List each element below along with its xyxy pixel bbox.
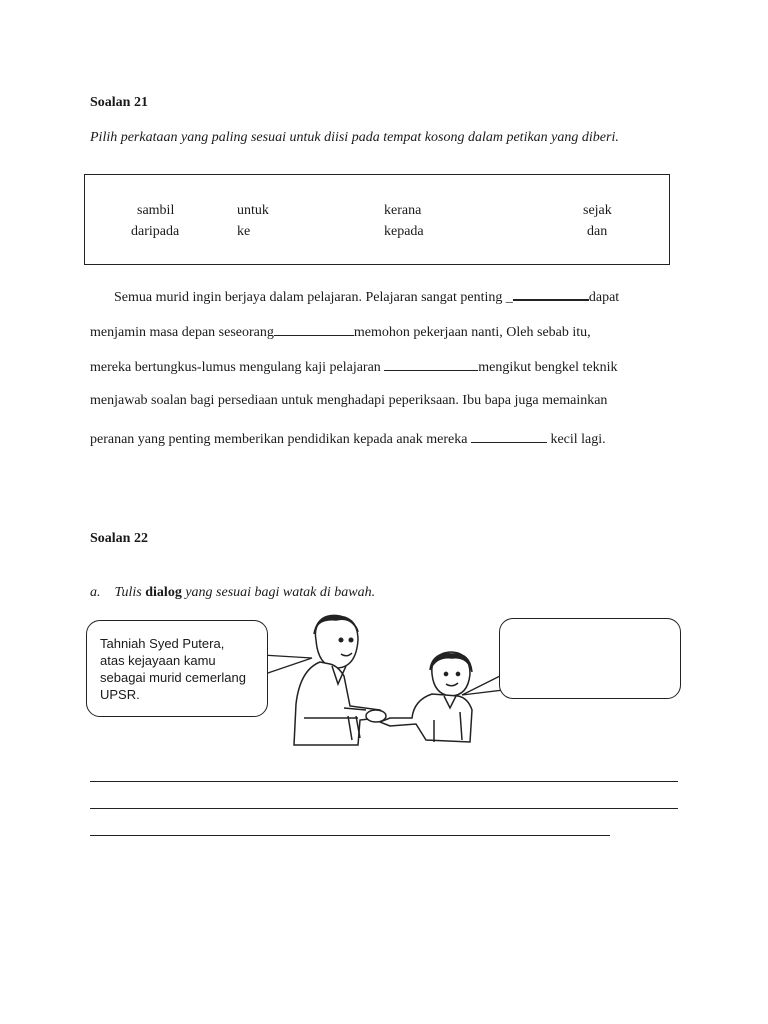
younger-boy-figure: [380, 652, 472, 742]
older-boy-figure: [294, 615, 380, 745]
passage-text: menjamin masa depan seseorang: [90, 325, 274, 340]
bubble-line: atas kejayaan kamu: [100, 653, 216, 668]
word-option: untuk: [237, 203, 269, 218]
question-22-instruction: [90, 585, 375, 601]
word-choice-box: [84, 174, 670, 265]
handshake: [366, 710, 386, 722]
instruction-text: Tulis: [114, 585, 146, 600]
blank-4[interactable]: [471, 429, 547, 443]
word-option: daripada: [131, 224, 180, 239]
question-21-title: Soalan 21: [90, 95, 148, 110]
passage-line-1: [114, 286, 714, 306]
bubble-line: sebagai murid cemerlang: [100, 670, 246, 685]
blank-1[interactable]: [513, 286, 589, 301]
question-22-title: Soalan 22: [90, 531, 148, 546]
instruction-text: yang sesuai bagi watak di bawah.: [181, 585, 376, 600]
speech-bubble-left: [86, 620, 268, 717]
bubble-left-text: [87, 621, 267, 703]
question-21-instruction: Pilih perkataan yang paling sesuai untuk diisi pada tempat kosong dalam petikan yang diberi.: [90, 130, 619, 145]
passage-line-2: [90, 322, 690, 341]
instruction-bold: dialog: [145, 585, 182, 600]
passage-text: peranan yang penting memberikan pendidikan kepada anak mereka: [90, 432, 471, 447]
bubble-line: UPSR.: [100, 687, 140, 702]
passage-text: dapat: [588, 290, 620, 305]
word-option: kepada: [384, 224, 424, 239]
passage-line-3: [90, 357, 690, 376]
word-option: sambil: [137, 203, 175, 218]
word-option: dan: [587, 224, 608, 239]
passage-text: mengikut bengkel teknik: [478, 360, 618, 375]
passage-text: memohon pekerjaan nanti, Oleh sebab itu,: [353, 325, 591, 340]
blank-3[interactable]: [384, 357, 478, 371]
word-option: kerana: [384, 203, 422, 218]
passage-line-5: [90, 429, 690, 448]
word-option: sejak: [583, 203, 612, 218]
answer-line-1[interactable]: [90, 781, 678, 782]
answer-line-3[interactable]: [90, 835, 610, 836]
passage-text: Semua murid ingin berjaya dalam pelajaran. Pelajaran sangat penting _: [114, 290, 513, 305]
passage-line-4: menjawab soalan bagi persediaan untuk menghadapi peperiksaan. Ibu bapa juga memainkan: [90, 393, 608, 408]
bubble-line: Tahniah Syed Putera,: [100, 636, 225, 651]
speech-bubble-right[interactable]: [499, 618, 681, 699]
passage-text: kecil lagi.: [546, 432, 606, 447]
passage-text: mereka bertungkus-lumus mengulang kaji pelajaran: [90, 360, 385, 375]
blank-2[interactable]: [274, 322, 354, 336]
answer-line-2[interactable]: [90, 808, 678, 809]
part-label: a.: [90, 585, 101, 600]
word-option: ke: [237, 224, 251, 239]
